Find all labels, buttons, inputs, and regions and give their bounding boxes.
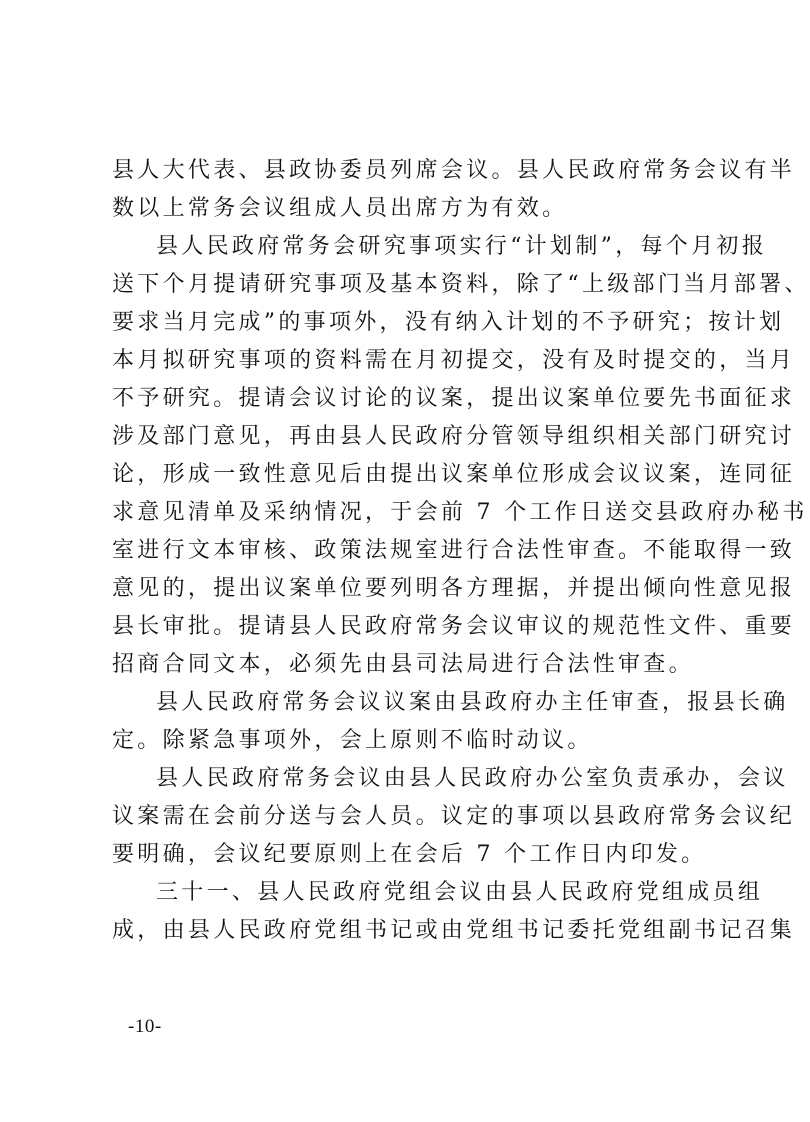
page-number: -10- [128, 1016, 162, 1037]
document-body [112, 152, 810, 950]
paragraph-start-line: 县人民政府常务会研究事项实行“计划制”，每个月初报 [156, 234, 767, 259]
text-line: 县长审批。提请县人民政府常务会议审议的规范性文件、重要 [112, 614, 796, 639]
text-line: 涉及部门意见，再由县人民政府分管领导组织相关部门研究讨 [112, 424, 796, 449]
text-line: 定。除紧急事项外，会上原则不临时动议。 [112, 728, 593, 753]
text-line: 不予研究。提请会议讨论的议案，提出议案单位要先书面征求 [112, 386, 796, 411]
text-line: 意见的，提出议案单位要列明各方理据，并提出倾向性意见报 [112, 576, 796, 601]
text-line: 数以上常务会议组成人员出席方为有效。 [112, 196, 568, 221]
text-line: 送下个月提请研究事项及基本资料，除了“上级部门当月部署、 [112, 272, 810, 297]
text-line: 本月拟研究事项的资料需在月初提交，没有及时提交的，当月 [112, 348, 796, 373]
text-line: 成，由县人民政府党组书记或由党组书记委托党组副书记召集 [112, 918, 796, 943]
text-line: 室进行文本审核、政策法规室进行合法性审查。不能取得一致 [112, 538, 796, 563]
paragraph-start-line: 三十一、县人民政府党组会议由县人民政府党组成员组 [156, 880, 764, 905]
text-line: 招商合同文本，必须先由县司法局进行合法性审查。 [112, 652, 694, 677]
text-line: 要明确，会议纪要原则上在会后 7 个工作日内印发。 [112, 842, 707, 867]
paragraph-start-line: 县人民政府常务会议由县人民政府办公室负责承办，会议 [156, 766, 789, 791]
text-line: 要求当月完成”的事项外，没有纳入计划的不予研究；按计划 [112, 310, 785, 335]
text-line: 县人大代表、县政协委员列席会议。县人民政府常务会议有半 [112, 158, 796, 183]
text-line: 论，形成一致性意见后由提出议案单位形成会议议案，连同征 [112, 462, 796, 487]
paragraph-start-line: 县人民政府常务会议议案由县政府办主任审查，报县长确 [156, 690, 789, 715]
text-line: 求意见清单及采纳情况，于会前 7 个工作日送交县政府办秘书 [112, 500, 808, 525]
text-line: 议案需在会前分送与会人员。议定的事项以县政府常务会议纪 [112, 804, 796, 829]
